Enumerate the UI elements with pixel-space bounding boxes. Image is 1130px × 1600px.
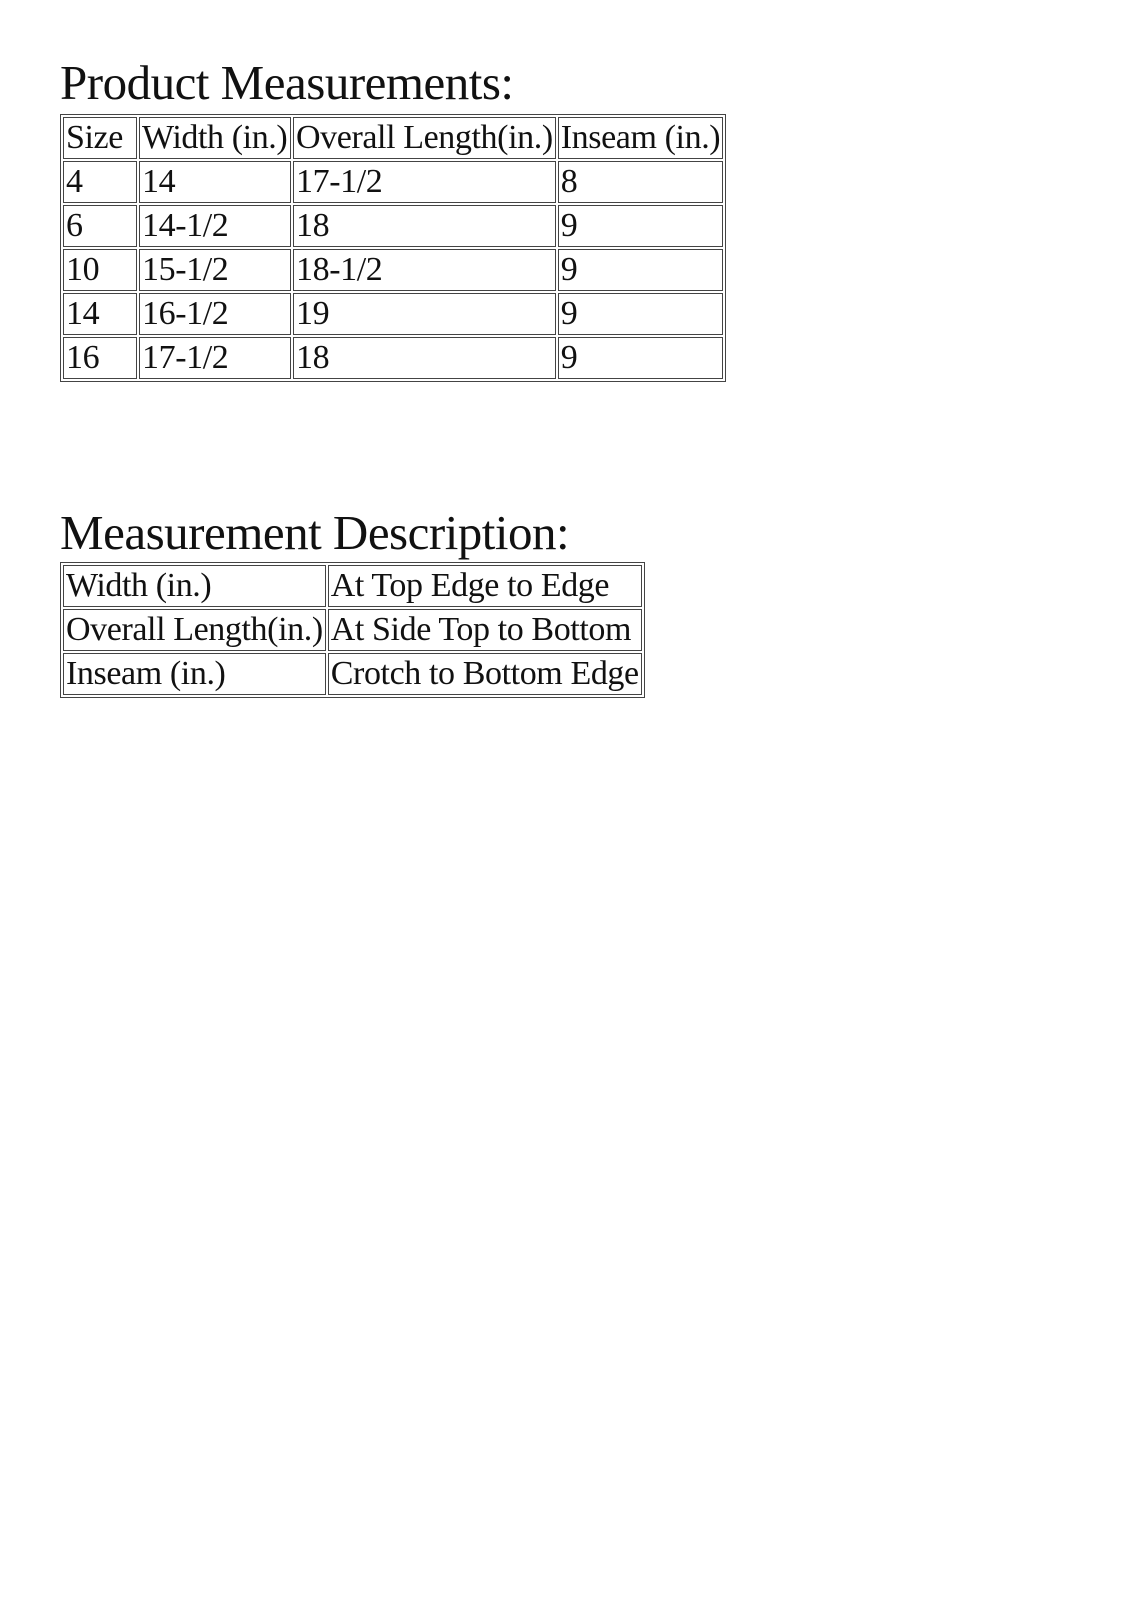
table-row: [63, 609, 642, 651]
cell-inseam: 9: [558, 337, 723, 379]
table-row: [63, 653, 642, 695]
measurement-name: Inseam (in.): [63, 653, 326, 695]
measurement-description-table: [60, 562, 645, 698]
cell-size: 6: [63, 205, 137, 247]
header-overall-length: Overall Length(in.): [293, 117, 556, 159]
table-row: [63, 293, 723, 335]
cell-size: 4: [63, 161, 137, 203]
table-row: [63, 565, 642, 607]
cell-overall-length: 18-1/2: [293, 249, 556, 291]
header-size: Size: [63, 117, 137, 159]
table-row: [63, 249, 723, 291]
cell-size: 16: [63, 337, 137, 379]
cell-width: 15-1/2: [139, 249, 291, 291]
cell-inseam: 9: [558, 249, 723, 291]
cell-width: 17-1/2: [139, 337, 291, 379]
cell-inseam: 9: [558, 293, 723, 335]
header-width: Width (in.): [139, 117, 291, 159]
cell-inseam: 9: [558, 205, 723, 247]
cell-size: 14: [63, 293, 137, 335]
cell-width: 14-1/2: [139, 205, 291, 247]
table-header-row: [63, 117, 723, 159]
cell-overall-length: 19: [293, 293, 556, 335]
measurement-description: At Top Edge to Edge: [328, 565, 642, 607]
cell-overall-length: 18: [293, 205, 556, 247]
product-measurements-title: Product Measurements:: [60, 55, 514, 110]
product-measurements-table: [60, 114, 726, 382]
table-row: [63, 161, 723, 203]
cell-overall-length: 18: [293, 337, 556, 379]
measurement-name: Width (in.): [63, 565, 326, 607]
table-row: [63, 205, 723, 247]
cell-width: 14: [139, 161, 291, 203]
measurement-description: Crotch to Bottom Edge: [328, 653, 642, 695]
measurement-description-title: Measurement Description:: [60, 505, 570, 560]
cell-overall-length: 17-1/2: [293, 161, 556, 203]
table-row: [63, 337, 723, 379]
cell-size: 10: [63, 249, 137, 291]
measurement-description: At Side Top to Bottom: [328, 609, 642, 651]
cell-width: 16-1/2: [139, 293, 291, 335]
measurement-name: Overall Length(in.): [63, 609, 326, 651]
cell-inseam: 8: [558, 161, 723, 203]
header-inseam: Inseam (in.): [558, 117, 723, 159]
